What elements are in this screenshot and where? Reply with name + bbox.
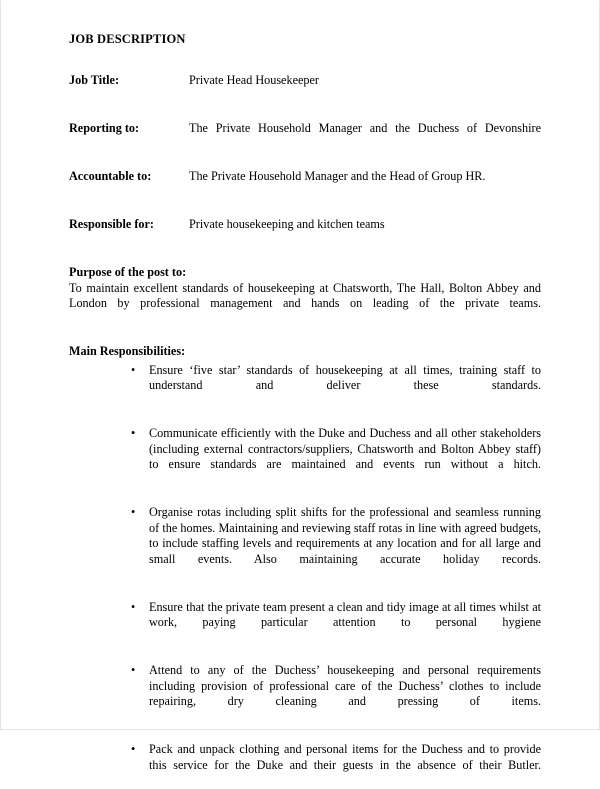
- list-item-text: Ensure ‘five star’ standards of housekeeping at all times, training staff to understand and deliver these standards.: [149, 362, 541, 392]
- field-label-reporting-to: Reporting to:: [69, 121, 140, 135]
- bullet-icon: •: [131, 663, 136, 677]
- document-body: [69, 1, 541, 789]
- field-row-responsible-for: [69, 217, 541, 248]
- purpose-section: [69, 265, 541, 327]
- page-title: JOB DESCRIPTION: [69, 32, 186, 46]
- field-value-responsible-for: Private housekeeping and kitchen teams: [189, 217, 385, 231]
- list-item: [69, 505, 541, 583]
- field-label-responsible-for: Responsible for:: [69, 217, 154, 231]
- purpose-heading: Purpose of the post to:: [69, 265, 187, 279]
- field-value-reporting-to: The Private Household Manager and the Duchess of Devonshire: [189, 121, 541, 135]
- job-detail-fields: [69, 73, 541, 248]
- list-item-text: Ensure that the private team present a clean and tidy image at all times whilst at work, paying particular attention to personal hygiene: [149, 599, 541, 629]
- field-row-job-title: [69, 73, 541, 104]
- list-item: [69, 363, 541, 410]
- bullet-icon: •: [131, 426, 136, 440]
- bullet-icon: •: [131, 742, 136, 756]
- list-item: [69, 663, 541, 725]
- responsibilities-section: [69, 344, 541, 789]
- bullet-icon: •: [131, 599, 136, 614]
- list-item: [69, 600, 541, 647]
- list-item: [69, 426, 541, 488]
- field-row-reporting-to: [69, 121, 541, 152]
- purpose-body: To maintain excellent standards of housekeeping at Chatsworth, The Hall, Bolton Abbey and London by professional management and hands on leading of the private teams.: [69, 280, 541, 310]
- bullet-icon: •: [131, 505, 136, 519]
- field-label-accountable-to: Accountable to:: [69, 169, 152, 183]
- list-item-text: Pack and unpack clothing and personal items for the Duchess and to provide this service for the Duke and their guests in the absence of their Butler.: [149, 742, 541, 772]
- list-item-text: Organise rotas including split shifts for the professional and seamless running of the homes. Maintaining and reviewing staff rotas in line with agreed budgets, to include staffing levels and requirements at any location and for all large and small events. Also maintaining accurate holiday records.: [149, 505, 541, 566]
- bullet-icon: •: [131, 362, 136, 377]
- responsibilities-list: [69, 363, 541, 789]
- list-item-text: Communicate efficiently with the Duke and Duchess and all other stakeholders (including external contractors/suppliers, Chatsworth and Bolton Abbey staff) to ensure standards are maintained and events run without a hitch.: [149, 426, 541, 471]
- field-row-accountable-to: [69, 169, 541, 200]
- list-item-text: Attend to any of the Duchess’ housekeeping and personal requirements including provision of professional care of the Duchess’ clothes to include repairing, dry cleaning and pressing of items.: [149, 663, 541, 708]
- list-item: [69, 742, 541, 789]
- field-value-job-title: Private Head Housekeeper: [189, 73, 319, 87]
- field-value-accountable-to: The Private Household Manager and the Head of Group HR.: [189, 169, 486, 183]
- field-label-job-title: Job Title:: [69, 73, 119, 87]
- responsibilities-heading: Main Responsibilities:: [69, 344, 186, 358]
